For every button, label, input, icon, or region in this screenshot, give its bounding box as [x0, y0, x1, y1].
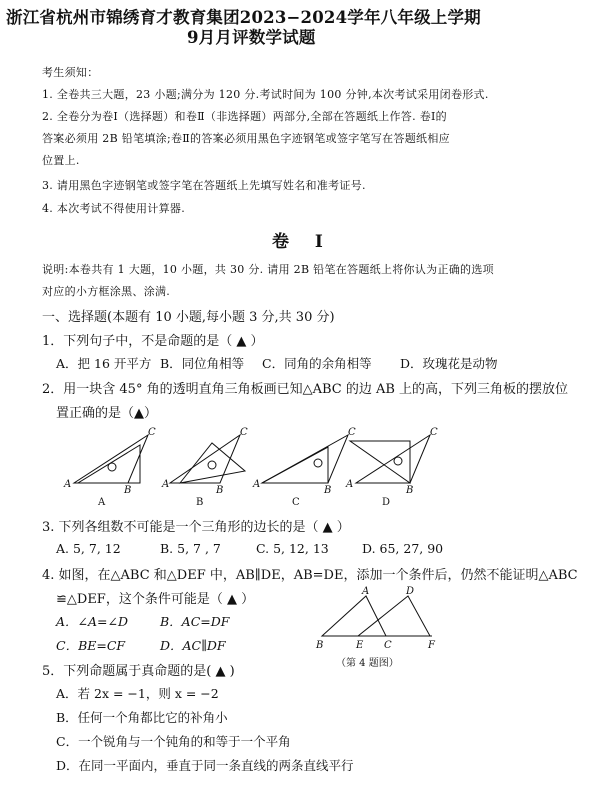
q2-fig-c-label-a: A	[253, 479, 261, 490]
notice-line-5: 3. 请用黑色字迹钢笔或签字笔在答题纸上先填写姓名和准考证号.	[42, 179, 366, 192]
notice-line-3: 答案必须用 2B 铅笔填涂;卷Ⅱ的答案必须用黑色字迹钢笔或签字笔写在答题纸相应	[42, 132, 450, 145]
q1-option-b: B．同位角相等	[160, 356, 245, 371]
explain-line-2: 对应的小方框涂黑、涂满.	[42, 285, 171, 298]
q4-stem-line-2: ≌△DEF，这个条件可能是（ ▲ ）	[56, 592, 255, 607]
q1-stem: 1．下列句子中，不是命题的是（ ▲ ）	[42, 334, 264, 349]
q5-option-d: D．在同一平面内，垂直于同一条直线的两条直线平行	[56, 758, 354, 773]
q2-fig-a-label-a: A	[64, 479, 72, 490]
q1-option-c: C．同角的余角相等	[262, 356, 372, 371]
q2-fig-d-hole	[394, 457, 402, 465]
notice-line-1: 1. 全卷共三大题，23 小题;满分为 120 分.考试时间为 100 分钟,本次考试采用闭卷形式.	[42, 88, 489, 101]
q1-option-d: D．玫瑰花是动物	[400, 356, 498, 371]
q4-label-d: D	[406, 586, 415, 597]
q2-fig-a-hole	[108, 463, 116, 471]
q2-fig-b-label-b: B	[216, 485, 224, 496]
q4-option-b: B．AC=DF	[160, 614, 230, 629]
q2-fig-d-caption: D	[382, 497, 391, 508]
q3-option-a: A. 5, 7, 12	[56, 541, 121, 556]
q4-triangle-abc	[322, 596, 386, 636]
q4-option-a: A．∠A=∠D	[56, 614, 128, 629]
q2-fig-d-label-c: C	[430, 427, 438, 438]
notice-heading: 考生须知：	[42, 66, 99, 79]
q4-option-c: C．BE=CF	[56, 638, 126, 653]
q2-fig-a-label-c: C	[148, 427, 156, 438]
q2-fig-b-label-a: A	[162, 479, 170, 490]
q4-label-c: C	[384, 640, 392, 651]
q2-fig-b-hole	[208, 461, 216, 469]
q5-option-b: B．任何一个角都比它的补角小	[56, 710, 228, 725]
q2-fig-b-triangle	[170, 435, 240, 483]
notice-line-4: 位置上.	[42, 154, 80, 167]
q2-fig-b-setsquare	[180, 443, 245, 483]
q2-stem-line-2: 置正确的是（▲）	[56, 406, 157, 421]
q4-figure-caption: （第 4 题图）	[336, 658, 399, 669]
q2-fig-d-setsquare	[350, 441, 410, 483]
title-line-2: 9月月评数学试题	[187, 28, 316, 47]
q4-option-d: D．AC∥DF	[160, 638, 226, 653]
q5-option-c: C．一个锐角与一个钝角的和等于一个平角	[56, 734, 291, 749]
q2-fig-c-caption: C	[292, 497, 300, 508]
q2-fig-d-label-b: B	[406, 485, 414, 496]
q3-option-d: D. 65, 27, 90	[362, 541, 444, 556]
q5-option-a: A．若 2x = −1，则 x = −2	[56, 686, 219, 701]
q4-label-e: E	[356, 640, 364, 651]
q4-label-b: B	[316, 640, 324, 651]
title-line-1: 浙江省杭州市锦绣育才教育集团2023−2024学年八年级上学期	[6, 8, 481, 27]
q2-fig-c-setsquare	[262, 447, 328, 483]
q4-label-a: A	[362, 586, 370, 597]
q3-option-b: B. 5, 7 , 7	[160, 541, 221, 556]
q4-figure	[310, 586, 460, 671]
notice-line-2: 2. 全卷分为卷Ⅰ（选择题）和卷Ⅱ（非选择题）两部分,全部在答题纸上作答. 卷Ⅰ的	[42, 110, 447, 123]
q2-fig-c-label-b: B	[324, 485, 332, 496]
q4-label-f: F	[428, 640, 435, 651]
q2-fig-a-caption: A	[98, 497, 106, 508]
q2-fig-b-caption: B	[196, 497, 204, 508]
q3-stem: 3. 下列各组数不可能是一个三角形的边长的是（ ▲ ）	[42, 520, 350, 535]
q2-fig-d-triangle	[356, 435, 430, 483]
q4-stem-line-1: 4. 如图，在△ABC 和△DEF 中，AB∥DE，AB=DE，添加一个条件后，仍然不能证明△ABC	[42, 568, 578, 583]
q3-option-c: C. 5, 12, 13	[256, 541, 329, 556]
volume-title: 卷 Ⅰ	[272, 232, 333, 252]
q2-fig-b-label-c: C	[240, 427, 248, 438]
q2-figures	[60, 425, 460, 510]
q2-fig-d-label-a: A	[346, 479, 354, 490]
q2-fig-c-hole	[314, 459, 322, 467]
q5-stem: 5．下列命题属于真命题的是( ▲ )	[42, 664, 235, 679]
section-heading: 一、选择题(本题有 10 小题,每小题 3 分,共 30 分)	[42, 310, 335, 325]
q2-fig-c-label-c: C	[348, 427, 356, 438]
q2-fig-a-label-b: B	[124, 485, 132, 496]
notice-line-6: 4. 本次考试不得使用计算器.	[42, 202, 185, 215]
q2-stem-line-1: 2．用一块含 45° 角的透明直角三角板画已知△ABC 的边 AB 上的高，下列三角板的摆放位	[42, 382, 569, 397]
q2-fig-a-triangle	[74, 435, 148, 483]
explain-line-1: 说明:本卷共有 1 大题，10 小题，共 30 分. 请用 2B 铅笔在答题纸上将你认为正确的选项	[42, 263, 494, 276]
q1-option-a: A．把 16 开平方	[56, 356, 152, 371]
